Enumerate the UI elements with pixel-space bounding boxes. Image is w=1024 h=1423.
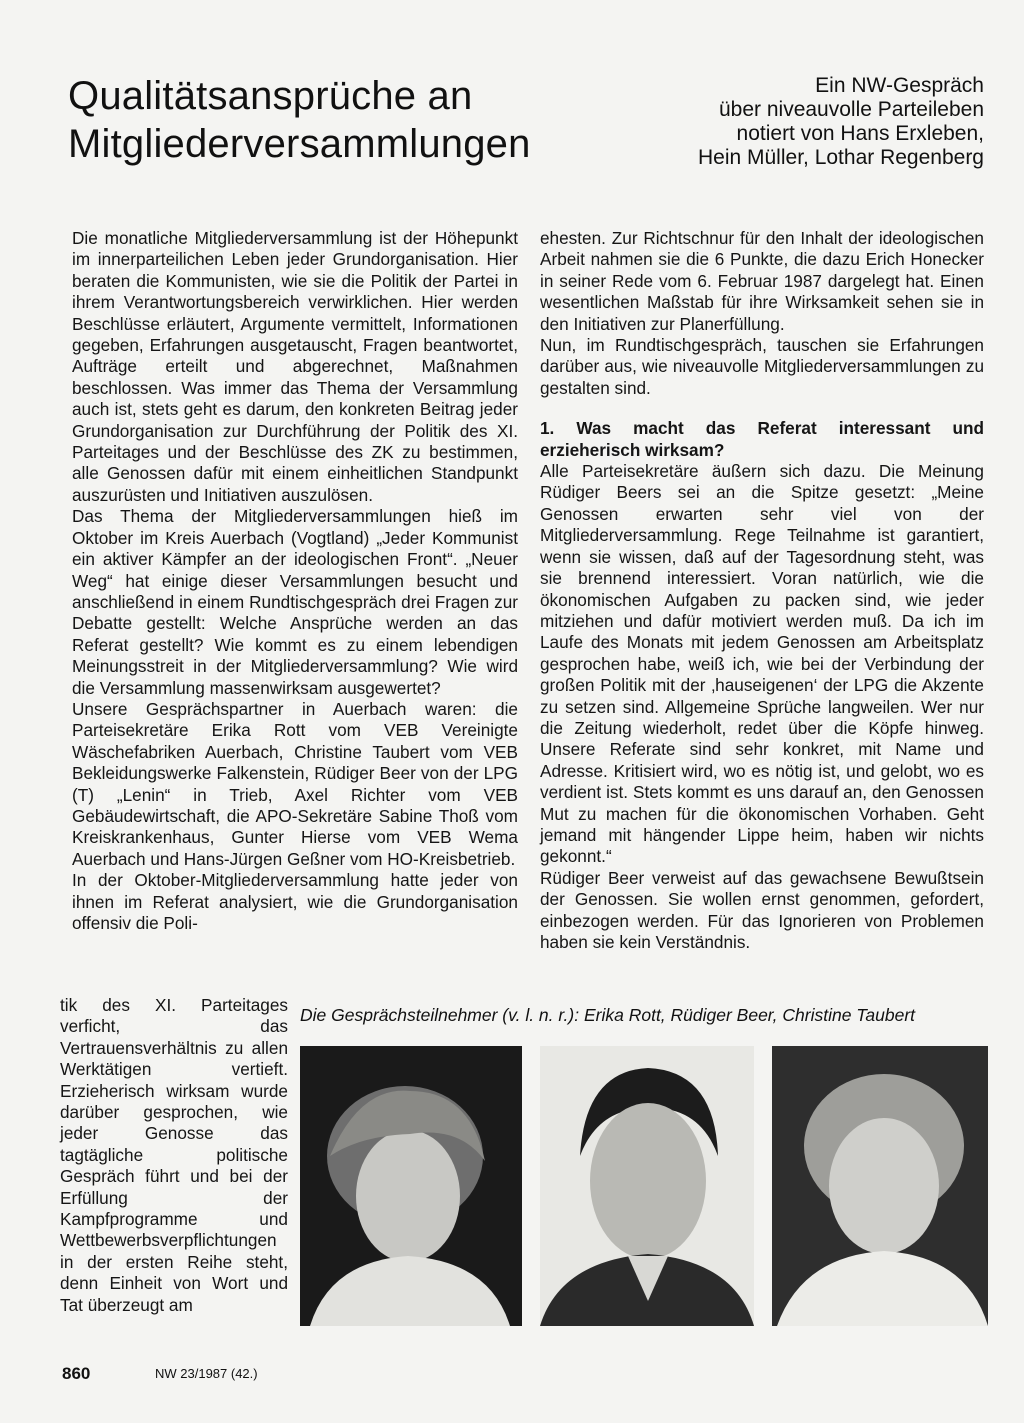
issue-reference: NW 23/1987 (42.) xyxy=(155,1366,258,1381)
portrait-image xyxy=(300,1046,522,1326)
portrait-photo-1 xyxy=(300,1046,522,1326)
portrait-photo-2 xyxy=(540,1046,754,1326)
body-paragraph: Alle Parteisekretäre äußern sich dazu. Die Meinung Rüdiger Beers sei an die Spitze gesetzt: „Meine Genossen erwarten sehr viel von der Mitgliederversammlung. Rege Teilnahme ist garantiert, wenn sie wissen, daß auf der Tagesordnung steht, was sie brennend interessiert. Voran natürlich, wie die ökonomischen Aufgaben zu packen sind, wie jeder mitziehen und dafür motiviert werden muß. Da ich im Laufe des Monats mit jedem Genossen am Arbeitsplatz gesprochen habe, weiß ich, wie bei der Verbindung der großen Politik mit der ‚hauseigenen‘ der LPG die Akzente zu setzen sind. Allgemeine Sprüche langweilen. Wer nur die Zeitung wiederholt, redet über die Köpfe hinweg. Unsere Referate sind sehr konkret, mit Name und Adresse. Kritisiert wird, wo es nötig ist, und gelobt, wo es verdient ist. Stets kommt es uns darauf an, den Genossen Mut zu machen für die ökonomischen Vorhaben. Geht jemand mit hängender Lippe heim, haben wir nichts gekonnt.“ xyxy=(540,461,984,867)
portrait-photo-3 xyxy=(772,1046,988,1326)
narrow-text-column xyxy=(60,995,288,1316)
byline-line: über niveauvolle Parteileben xyxy=(718,98,984,121)
body-paragraph: Unsere Gesprächspartner in Auerbach waren: die Parteisekretäre Erika Rott vom VEB Vereinigte Wäschefabriken Auerbach, Christine Taubert vom VEB Bekleidungswerke Falkenstein, Rüdiger Beer von der LPG (T) „Lenin“ in Trieb, Axel Richter vom VEB Gebäudewirtschaft, die APO-Sekretäre Sabine Thoß vom Kreiskrankenhaus, Gunter Hierse vom VEB Wema Auerbach und Hans-Jürgen Geßner vom HO-Kreisbetrieb. xyxy=(72,698,518,869)
portrait-image xyxy=(772,1046,988,1326)
photo-caption: Die Gesprächsteilnehmer (v. l. n. r.): Erika Rott, Rüdiger Beer, Christine Taubert xyxy=(300,1005,916,1025)
portrait-image xyxy=(540,1046,754,1326)
right-text-column xyxy=(540,228,984,953)
article-byline xyxy=(644,74,984,170)
body-paragraph: Die monatliche Mitgliederversammlung ist der Höhepunkt im innerparteilichen Leben jeder Grundorganisation. Hier beraten die Kommunisten, wie sie die Politik der Partei in ihrem Verantwortungsbereich verwirklichen. Hier werden Beschlüsse erläutert, Argumente vermittelt, Informationen gegeben, Erfahrungen ausgetauscht, Fragen beantwortet, Aufträge erteilt und abgerechnet, Maßnahmen beschlossen. Was immer das Thema der Versammlung auch ist, stets geht es darum, den konkreten Beitrag jeder Grundorganisation zur Durchführung der Politik des XI. Parteitages und der Beschlüsse des ZK zu bestimmen, alle Genossen dafür mit einem einheitlichen Standpunkt auszurüsten und Initiativen auszulösen. xyxy=(72,228,518,505)
body-paragraph: In der Oktober-Mitgliederversammlung hatte jeder von ihnen im Referat analysiert, wie die Grundorganisation offensiv die Poli- xyxy=(72,870,518,933)
body-paragraph: Nun, im Rundtischgespräch, tauschen sie Erfahrungen darüber aus, wie niveauvolle Mitgliederversammlungen zu gestalten sind. xyxy=(540,335,984,398)
article-title-line-2: Mitgliederversammlungen xyxy=(68,122,531,166)
body-paragraph: ehesten. Zur Richtschnur für den Inhalt der ideologischen Arbeit nahmen sie die 6 Punkte, die dazu Erich Honecker in seiner Rede vom 6. Februar 1987 dargelegt hat. Einen wesentlichen Maßstab für ihre Wirksamkeit sehen sie in den Initiativen zur Planerfüllung. xyxy=(540,228,984,334)
article-title-line-1: Qualitätsansprüche an xyxy=(68,74,473,118)
left-text-column xyxy=(72,228,518,934)
body-paragraph: tik des XI. Parteitages verficht, das Vertrauensverhältnis zu allen Werktätigen vertieft. Erzieherisch wirksam wurde darüber gesprochen, wie jeder Genosse das tagtägliche politische Gespräch führt und bei der Erfüllung der Kampfprogramme und Wettbewerbsverpflichtungen in der ersten Reihe steht, denn Einheit von Wort und Tat überzeugt am xyxy=(60,995,288,1315)
body-paragraph: Das Thema der Mitgliederversammlungen hieß im Oktober im Kreis Auerbach (Vogtland) „Jeder Kommunist ein aktiver Kämpfer an der ideologischen Front“. „Neuer Weg“ hat einige dieser Versammlungen besucht und anschließend in einem Rundtischgespräch drei Fragen zur Debatte gestellt: Welche Ansprüche werden an das Referat gestellt? Wie kommt es zu einem lebendigen Meinungsstreit in der Mitgliederversammlung? Wie wird die Versammlung massenwirksam ausgewertet? xyxy=(72,506,518,698)
article-title xyxy=(68,72,628,168)
byline-line: notiert von Hans Erxleben, xyxy=(736,122,984,145)
section-heading: 1. Was macht das Referat interessant und erzieherisch wirksam? xyxy=(540,418,984,460)
body-paragraph: Rüdiger Beer verweist auf das gewachsene Bewußtsein der Genossen. Sie wollen ernst genommen, gefordert, einbezogen werden. Für das Ignorieren von Problemen haben sie kein Verständnis. xyxy=(540,867,984,952)
page-number: 860 xyxy=(62,1364,91,1383)
byline-line: Ein NW-Gespräch xyxy=(815,74,984,97)
byline-line: Hein Müller, Lothar Regenberg xyxy=(697,146,984,169)
